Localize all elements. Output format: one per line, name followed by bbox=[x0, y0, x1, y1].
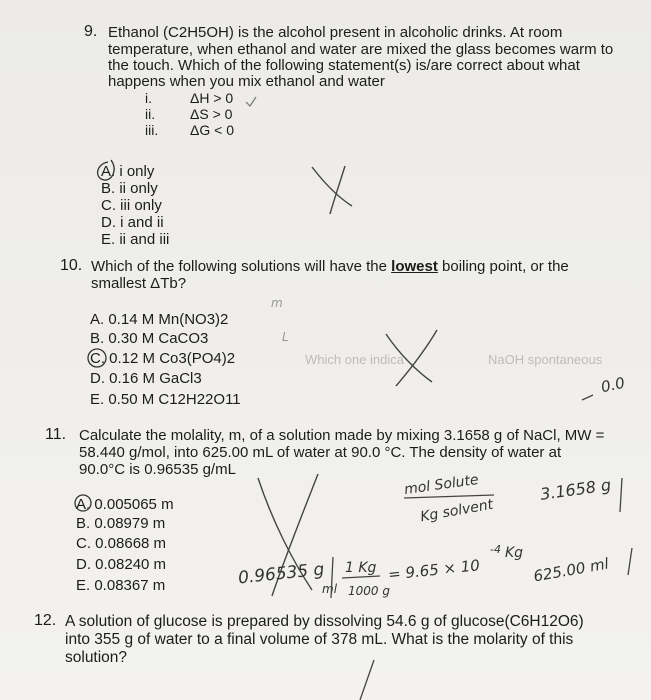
q10-option-b: B. 0.30 M CaCO3 bbox=[90, 330, 209, 347]
q9-statement-roman: i. bbox=[145, 90, 152, 106]
q9-option-e: E. ii and iii bbox=[101, 231, 170, 248]
faint-bleed-text: NaOH spontaneous bbox=[488, 352, 603, 367]
q12-number: 12. bbox=[34, 612, 57, 629]
hw-result: = 9.65 × 10 bbox=[387, 556, 481, 584]
q9-statement-expr: ΔH > 0 bbox=[190, 90, 234, 106]
q9-line-1: Ethanol (C2H5OH) is the alcohol present in alcoholic drinks. At room bbox=[108, 24, 563, 41]
q12-line-3: solution? bbox=[65, 649, 128, 666]
q9-statement-roman: ii. bbox=[145, 106, 156, 122]
q11-line-3: 90.0°C is 0.96535 g/mL bbox=[79, 461, 236, 478]
q11-option-d: D. 0.08240 m bbox=[76, 556, 167, 573]
q9-line-4: happens when you mix ethanol and water bbox=[108, 73, 385, 90]
check-mark-icon bbox=[246, 97, 256, 106]
q9-option-d: D. i and ii bbox=[101, 214, 164, 231]
q9-option-c: C. iii only bbox=[101, 197, 162, 214]
q10-option-c: C. 0.12 M Co3(PO4)2 bbox=[90, 350, 236, 367]
q10-option-d: D. 0.16 M GaCl3 bbox=[90, 370, 202, 387]
cross-mark-icon bbox=[312, 167, 352, 206]
hw-1000g: 1000 g bbox=[348, 584, 390, 598]
q11-number: 11. bbox=[45, 426, 67, 443]
q11-option-e: E. 0.08367 m bbox=[76, 577, 166, 594]
q12-line-2: into 355 g of water to a final volume of 378 mL. What is the molarity of this bbox=[65, 631, 574, 648]
q11-option-c: C. 0.08668 m bbox=[76, 535, 167, 552]
q12-line-1: A solution of glucose is prepared by dissolving 54.6 g of glucose(C6H12O6) bbox=[65, 613, 584, 630]
q10-line-1: Which of the following solutions will have the lowest boiling point, or the bbox=[91, 258, 569, 275]
hw-1kg: 1 Kg bbox=[345, 560, 377, 576]
hw-dots: 0.0 bbox=[599, 373, 627, 397]
q11-option-b: B. 0.08979 m bbox=[76, 515, 166, 532]
hw-mass: 3.1658 g bbox=[539, 475, 613, 504]
q9-line-3: the touch. Which of the following statement(s) is/are correct about what bbox=[108, 57, 580, 74]
q11-option-a: A. 0.005065 m bbox=[76, 496, 174, 513]
hw-m: m bbox=[271, 296, 283, 310]
q9-statement-expr: ΔG < 0 bbox=[190, 122, 234, 138]
q11-line-1: Calculate the molality, m, of a solution made by mixing 3.1658 g of NaCl, MW = bbox=[79, 427, 605, 444]
q10-number: 10. bbox=[60, 257, 83, 274]
q9-option-b: B. ii only bbox=[101, 180, 158, 197]
hw-L: L bbox=[282, 330, 289, 344]
q11-line-2: 58.440 g/mol, into 625.00 mL of water at 90.0 °C. The density of water at bbox=[79, 444, 562, 461]
q9-option-a: A. i only bbox=[101, 163, 155, 180]
hw-exponent: -4 bbox=[490, 543, 501, 556]
q9-statement-expr: ΔS > 0 bbox=[190, 106, 233, 122]
hw-kg-unit: Kg bbox=[505, 545, 524, 561]
hw-volume: 625.00 ml bbox=[532, 554, 611, 586]
hw-ml: ml bbox=[322, 582, 338, 596]
q9-number: 9. bbox=[84, 23, 98, 40]
q10-option-e: E. 0.50 M C12H22O11 bbox=[90, 391, 241, 408]
hw-kg-solvent: Kg solvent bbox=[419, 496, 495, 526]
q10-option-a: A. 0.14 M Mn(NO3)2 bbox=[90, 311, 229, 328]
faint-bleed-text: Which one indica bbox=[305, 352, 404, 367]
hw-density: 0.96535 g bbox=[237, 559, 326, 589]
q9-line-2: temperature, when ethanol and water are mixed the glass becomes warm to bbox=[108, 41, 614, 58]
q10-line-2: smallest ΔTb? bbox=[91, 275, 187, 292]
hw-mol-solute: mol Solute bbox=[403, 471, 480, 499]
q9-statement-roman: iii. bbox=[145, 122, 159, 138]
